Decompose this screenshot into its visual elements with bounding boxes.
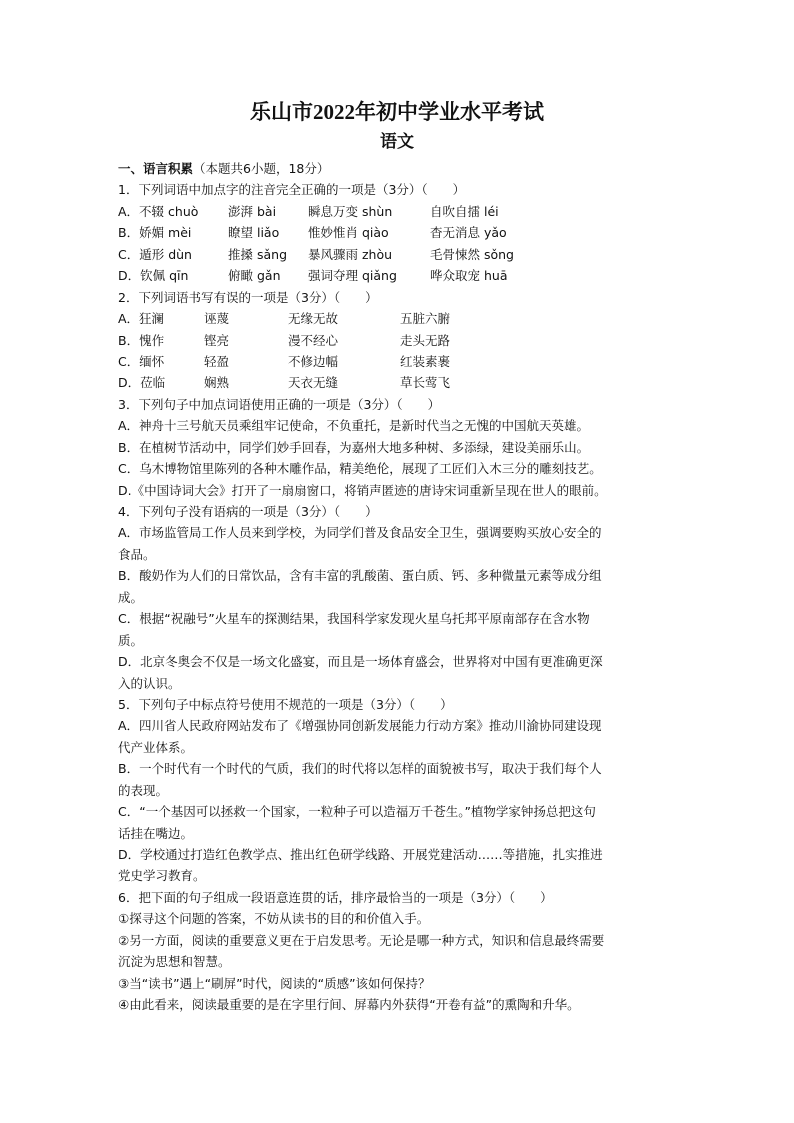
option-cell: 自吹自擂 léi (430, 203, 499, 219)
question-4-option-d-line1: D．北京冬奥会不仅是一场文化盛宴，而且是一场体育盛会，世界将对中国有更准确更深 (118, 654, 603, 670)
question-5-stem: 5．下列句子中标点符号使用不规范的一项是（3分）（ ） (118, 696, 453, 712)
option-cell: 不修边幅 (288, 353, 339, 369)
question-3-option-d: D.《中国诗词大会》打开了一扇扇窗口，将销声匿迹的唐诗宋词重新呈现在世人的眼前。 (118, 482, 607, 498)
question-4-option-c-line2: 质。 (118, 632, 144, 648)
option-cell: 强词夺理 qiǎng (308, 268, 397, 284)
question-5-option-b-line2: 的表现。 (118, 782, 169, 798)
option-cell: 轻盈 (204, 353, 230, 369)
question-2-stem: 2．下列词语书写有误的一项是（3分）（ ） (118, 289, 378, 305)
question-4-option-a-line1: A．市场监管局工作人员来到学校，为同学们普及食品安全卫生，强调要购买放心安全的 (118, 525, 602, 541)
option-cell: 娴熟 (204, 375, 230, 391)
question-2-option-d (118, 372, 678, 393)
question-2-option-b (118, 330, 678, 351)
question-2-option-c (118, 351, 678, 372)
question-1-option-b (118, 222, 678, 243)
option-cell: D．钦佩 qīn (118, 268, 189, 284)
option-cell: 哗众取宠 huā (430, 268, 508, 284)
question-5-option-a-line1: A．四川省人民政府网站发布了《增强协同创新发展能力行动方案》推动川渝协同建设现 (118, 718, 602, 734)
option-cell: 草长莺飞 (400, 375, 451, 391)
option-cell: 走头无路 (400, 332, 451, 348)
question-5-option-a-line2: 代产业体系。 (118, 739, 194, 755)
section-heading-label: 一、语言积累 (118, 161, 194, 176)
question-1-option-c (118, 244, 678, 265)
option-cell: D．莅临 (118, 375, 166, 391)
question-6-item-1: ①探寻这个问题的答案，不妨从读书的目的和价值入手。 (118, 911, 430, 927)
question-6-item-3: ③当“读书”遇上“刷屏”时代，阅读的“质感”该如何保持？ (118, 975, 431, 991)
question-4-option-b-line1: B．酸奶作为人们的日常饮品，含有丰富的乳酸菌、蛋白质、钙、多种微量元素等成分组 (118, 568, 602, 584)
question-1-stem: 1．下列词语中加点字的注音完全正确的一项是（3分）（ ） (118, 182, 466, 198)
option-cell: 铿亮 (204, 332, 230, 348)
option-cell: 无缘无故 (288, 311, 339, 327)
option-cell: 红装素裹 (400, 353, 451, 369)
subject-title: 语文 (380, 132, 414, 151)
question-3-stem: 3．下列句子中加点词语使用正确的一项是（3分）（ ） (118, 396, 441, 412)
question-5-option-c-line1: C．“一个基因可以拯救一个国家，一粒种子可以造福万千苍生。”植物学家钟扬总把这句 (118, 804, 596, 820)
question-5-option-b-line1: B．一个时代有一个时代的气质，我们的时代将以怎样的面貌被书写，取决于我们每个人 (118, 761, 602, 777)
option-cell: 诬蔑 (204, 311, 230, 327)
option-cell: A．狂澜 (118, 311, 165, 327)
question-6-item-2-line1: ②另一方面，阅读的重要意义更在于启发思考。无论是哪一种方式，知识和信息最终需要 (118, 932, 605, 948)
question-4-option-d-line2: 入的认识。 (118, 675, 181, 691)
option-cell: 瞬息万变 shùn (308, 203, 393, 219)
question-5-option-d-line1: D．学校通过打造红色教学点、推出红色研学线路、开展党建活动……等措施，扎实推进 (118, 847, 603, 862)
option-cell: 毛骨悚然 sǒng (430, 246, 514, 262)
option-cell: B．愧作 (118, 332, 165, 348)
question-2-option-a (118, 308, 678, 329)
option-cell: 惟妙惟肖 qiào (308, 225, 389, 241)
question-3-option-c: C．乌木博物馆里陈列的各种木雕作品，精美绝伦，展现了工匠们入木三分的雕刻技艺。 (118, 461, 602, 477)
question-6-item-4: ④由此看来，阅读最重要的是在字里行间、屏幕内外获得“开卷有益”的熏陶和升华。 (118, 997, 580, 1013)
option-cell: 天衣无缝 (288, 375, 339, 391)
option-cell: 五脏六腑 (400, 311, 451, 327)
exam-title: 乐山市2022年初中学业水平考试 (250, 100, 544, 124)
question-4-option-c-line1: C．根据“祝融号”火星车的探测结果，我国科学家发现火星乌托邦平原南部存在含水物 (118, 611, 590, 627)
option-cell: C．缅怀 (118, 353, 165, 369)
option-cell: 澎湃 bài (228, 203, 277, 219)
option-cell: A．不辍 chuò (118, 203, 199, 219)
section-heading (118, 158, 678, 179)
option-cell: C．遁形 dùn (118, 246, 192, 262)
exam-content (118, 158, 678, 1016)
question-6-stem: 6．把下面的句子组成一段语意连贯的话，排序最恰当的一项是（3分）（ ） (118, 889, 553, 905)
question-3-option-a: A．神舟十三号航天员乘组牢记使命，不负重托，是新时代当之无愧的中国航天英雄。 (118, 418, 590, 434)
question-3-option-b: B．在植树节活动中，同学们妙手回春，为嘉州大地多种树、多添绿，建设美丽乐山。 (118, 439, 590, 455)
option-cell: 瞭望 liǎo (228, 225, 280, 241)
option-cell: B．娇媚 mèi (118, 225, 192, 241)
option-cell: 暴风骤雨 zhòu (308, 246, 393, 262)
question-4-option-b-line2: 成。 (118, 589, 144, 605)
question-6-item-2-line2: 沉淀为思想和智慧。 (118, 954, 231, 970)
option-cell: 杳无消息 yǎo (430, 225, 507, 241)
question-4-option-a-line2: 食品。 (118, 546, 156, 562)
question-5-option-c-line2: 话挂在嘴边。 (118, 825, 194, 841)
option-cell: 漫不经心 (288, 332, 339, 348)
section-heading-detail: （本题共6小题，18分） (193, 161, 330, 176)
question-4-stem: 4．下列句子没有语病的一项是（3分）（ ） (118, 504, 378, 519)
question-1-option-a (118, 201, 678, 222)
question-5-option-d-line2: 党史学习教育。 (118, 868, 206, 884)
option-cell: 俯瞰 gǎn (228, 268, 281, 284)
option-cell: 推搡 sǎng (228, 246, 288, 262)
question-1-option-d (118, 265, 678, 286)
